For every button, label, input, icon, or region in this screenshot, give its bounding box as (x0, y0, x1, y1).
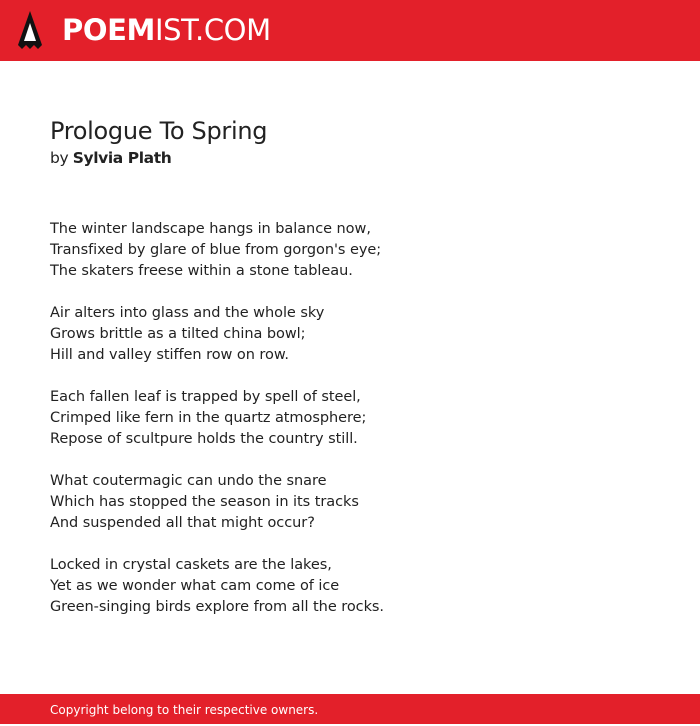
poem-line: Air alters into glass and the whole sky (50, 305, 325, 321)
stanza (50, 555, 650, 618)
author-name: Sylvia Plath (72, 149, 172, 167)
stanza (50, 303, 650, 366)
poem-title: Prologue To Spring (50, 117, 268, 145)
poem-line: The skaters freese within a stone tableau. (50, 263, 353, 279)
poem-line: And suspended all that might occur? (50, 515, 315, 531)
stanza (50, 471, 650, 534)
poem-line: Which has stopped the season in its tracks (50, 494, 359, 510)
poem-line: The winter landscape hangs in balance now, (50, 221, 371, 237)
poem-line: Hill and valley stiffen row on row. (50, 347, 289, 363)
poem-line: Yet as we wonder what cam come of ice (50, 578, 340, 594)
poem-content (50, 116, 650, 639)
poem-line: Green-singing birds explore from all the rocks. (50, 599, 384, 615)
pencil-tip-logo-icon[interactable] (18, 11, 42, 51)
site-footer (0, 694, 700, 724)
by-label: by (50, 149, 69, 167)
poem-line: Crimped like fern in the quartz atmosphere; (50, 410, 367, 426)
poem-line: Repose of scultpure holds the country still. (50, 431, 358, 447)
site-logo-wordmark[interactable] (62, 12, 271, 48)
poem-line: Transfixed by glare of blue from gorgon's eye; (50, 242, 382, 258)
poem-line: Grows brittle as a tilted china bowl; (50, 326, 306, 342)
stanza (50, 387, 650, 450)
stanza (50, 219, 650, 282)
poem-line: Locked in crystal caskets are the lakes, (50, 557, 332, 573)
poem-line: Each fallen leaf is trapped by spell of steel, (50, 389, 361, 405)
poem-body (50, 219, 650, 618)
logo-bold-text: POEM (62, 13, 155, 47)
logo-light-text: IST.COM (154, 13, 271, 47)
byline (50, 146, 650, 170)
site-header (0, 0, 700, 61)
poem-line: What coutermagic can undo the snare (50, 473, 327, 489)
copyright-text: Copyright belong to their respective owners. (50, 703, 319, 717)
